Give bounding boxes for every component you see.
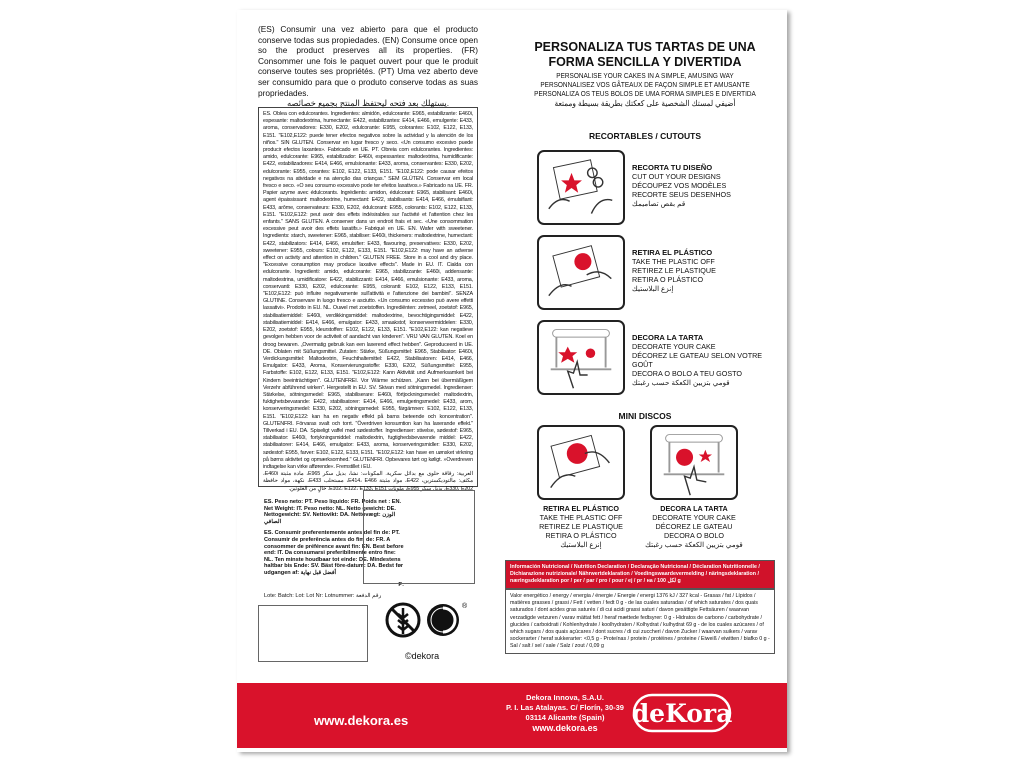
- subtitle-en: PERSONALISE YOUR CAKES IN A SIMPLE, AMUSING WAY: [556, 73, 734, 80]
- subtitle-pt: PERSONALIZA OS TEUS BOLOS DE UMA FORMA SIMPLES E DIVERTIDA: [534, 91, 756, 98]
- ingredients-box: [258, 107, 478, 492]
- subtitles: [530, 72, 760, 108]
- notice-text: (ES) Consumir una vez abierto para que el producto conserve todas sus propiedades. (EN) Consume once open so the product preserves all its properties. (FR) Consommer une fois le paquet ouvert pour que le produit conserve toutes ses propriétés. (PT) Uma vez aberto deve ser consumido para que o produto conserve todas as suas propriedades.: [258, 24, 478, 98]
- step-line: RECORTE SEUS DESENHOS: [632, 190, 731, 199]
- registered-mark: ®: [462, 603, 468, 610]
- dekora-logo: [632, 691, 732, 735]
- step-line: DÉCOREZ LE GATEAU: [655, 522, 733, 531]
- address-line: P. I. Las Atalayas. C/ Florín, 30-39: [506, 703, 624, 712]
- p-label: P:: [398, 581, 404, 588]
- date-print-area: [363, 490, 475, 584]
- copyright: ©dekora: [405, 651, 440, 661]
- step-line: إنزع البلاستيك: [560, 540, 602, 549]
- consumption-notice: [258, 24, 478, 109]
- step-title: RECORTA TU DISEÑO: [632, 163, 713, 172]
- step-cut-text: [632, 163, 782, 208]
- mini-discs-heading: MINI DISCOS: [618, 411, 672, 421]
- footer-band: [237, 683, 787, 748]
- ingredients-text: ES. Oblea con edulcorantes. Ingredientes: almidón, edulcorante: E965, estabilizante: E460i, espesante: maltodextrina, humectante: E422, estabilizantes: E414, E466, emulgente: E433, aroma, conservadores: E330, E202, edulcorante: E955, colorantes: E102, E122, E133, E151. "E102,E122: puede tener efectos negativos sobre la actividad y la atención de los niños." SIN GLUTEN. Conservar en lugar fresco y seco. «Un consumo excesivo puede producir efectos laxantes». Fabricado en UE. PT. Obreia com edulcorantes. Ingredientes: amido, edulcorante: E965, estabilizador: E460i, espessantes: maltodextrina, humidificante: E422, estabilizadores: E414, E466, emulsionante: E433, aroma, conservantes: E330, E202, edulcorante: E955, corantes: E102, E122, E133, E151. "E102,E122: pode causar efeitos negativos na atividade e na atenção das crianças." SEM GLÚTEN. Conservar em local fresco e seco. «O seu consumo excessivo pode ter efeitos laxativos.» Fabricado na UE. FR. Papier azyme avec édulcorants. Ingrédients: amidon, édulcorant: E965, stabilisant: E460i, agent épaississant: maltodextrine, humectant: E422, stabilisants: E414, E466, émulsifiant: E433, arôme, conservateurs: E330, E202, édulcorant: E955, colorants: E102, E122, E133, E151. "E102,E122: peut avoir des effets indésirables sur l'activité et l'attention chez les enfants." SANS GLUTEN. A conserver dans un endroit frais et sec. «Une consommation excessive peut avoir des effets laxatifs.» Fabriqué en UE. EN. Wafer with sweetener. Ingredients: starch, sweetener: E965, stabiliser: E460i, thickeners: maltodextrine, humectant: E422, stabilizators: E414, E466, emulsifier: E433, flavouring, preservatives: E330, E202, sweetener: E955, colours: E102, E122, E133, E151. "E102,E122: may have an adverse effect on activity and attention in children." GLUTEN FREE. Store in a cool and dry place. "Excessive consumption may produce laxative effects". Made in EU. IT. Cialda con edulcorante. Ingredienti: amido, edulcorante: E965, stabilizzante: E460i, addensante: maltodestrina, umidificatore: E422, stabilizzanti: E414, E466, emulsionante: E433, aroma, conservanti: E330, E202, edulcorante: E955, coloranti: E102, E122, E133, E151. "E102,E122: può influire negativamente sull'attività e l'attenzione dei bambini". SENZA GLUTINE. Conservare in luogo fresco e asciutto. «Un consumo eccessivo può avere effetti lassativi». Prodotto in EU. NL. Ouwel met zoetstoffen. Ingrediënten: zetmeel, zoetstof: E965, stabilisatiemiddel: E460i, verdikkingsmiddel: maltodextrine, bevochtigingsmiddel: E422, stabilisatiemiddel: E414, E466, emulgator: E433, smaakstof, konserveermiddelen: E330, E202, zoetstof: E955, kleurstoffen: E102, E122, E133, E151. "E102,E122: kan negatieve gevolgen hebben voor de activiteit of aandacht van kinderen". VRIJ VAN GLUTEN. Koel en droog bewaren. „Overmatig gebruik kan een laxerend effect hebben". Geproduceerd in UE. DE. Oblaten mit Süßungsmittel. Zutaten: Stärke, Süßungsmittel: E965, Stabilisator: E460i, Verdickungsmittel: Maltodextrin, Feuchthaltemittel: E422, Stabilisatoren: E414, E466, Emulgator: E433, Aroma, Konservierungsstoffe: E330, E202, Süßungsmittel: E955, Farbstoffe: E102, E122, E133, E151. "E102,E122: Kann Aktivität und Aufmerksamkeit bei Kindern beeinträchtigen". GLUTENFREI. Vor Wärme schützen. „Kann bei übermäßigem Verzehr abführend wirken". Hergestellt in EU. SV. Skivan med sötningsmedel. Ingredienser: Stärkelse, sötningsmedel: E965, stabiliserare: E460i, förtjockningsmedel: maltodextrin, fuktighetsbevarande: E422, stabilisatorer: E414, E466, emulgeringsmedel: E433, arom, konserveringsmedel: E330, E202, sötningsmedel: E955, färgämnen: E102, E122, E133, E151. "E102,E122: kan ha en negativ effekt på barns beteende och koncentration". GLUTENFRI. Förvaras svalt och torrt. "Överdriven konsumtion kan ha laxerande effekt." Tillverkad i EU. DA. Spiseligt vaffel med sødestoffer. Ingredienser: stivelse, sødestof: E965, stabilisator: E460i, fortykningsmiddel: maltodextrin, fugtighedsbevarende middel: E422, stabilisatorer: E414, E466, emulgator: E433, aroma, konserveringsmidler: E330, E202, sødestof: E955, farver: E102, E122, E133, E151. "E102,E122: kan have en uønsket virkning på børns aktivitet og opmærksomhed." GLUTENFRI. Opbevares tørt og køligt. »Overdreven indtagelse kan virke afførende«. Fremstillet i EU.: [263, 111, 473, 470]
- subtitle-fr: PERSONNALISEZ VOS GÂTEAUX DE FAÇON SIMPLE ET AMUSANTE: [540, 82, 750, 89]
- step-decorate-illustration: [537, 320, 625, 395]
- step-remove-plastic-illustration: [537, 235, 625, 310]
- step-line: قومي بتزيين الكعكة حسب رغبتك: [645, 540, 743, 549]
- company-name: Dekora Innova, S.A.U.: [526, 693, 604, 702]
- package-back: [237, 10, 787, 752]
- step-line: DÉCOREZ LE GATEAU SELON VOTRE GOÛT: [632, 351, 763, 369]
- step-line: TAKE THE PLASTIC OFF: [539, 513, 623, 522]
- step-title: DECORA LA TARTA: [632, 333, 704, 342]
- step-title: DECORA LA TARTA: [660, 504, 728, 513]
- step-remove-plastic-text: [632, 248, 782, 293]
- step-line: RETIRA O PLÁSTICO: [632, 275, 704, 284]
- mini-remove-text: [526, 504, 636, 549]
- best-before-label: ES. Consumir preferentemente antes del fin de: PT. Consumir de preferência antes do fim de: FR. A consommer de préférence avant fin: EN. Best before end: IT. Da consumarsi preferibilmente entro fine: NL. Ten minste houdbaar tot einde: DE. Mindestens haltbar bis Ende: SV. Bäst före-datum: DA. Bedst før udgangen af: أفضل قبل نهاية: [264, 530, 404, 576]
- lot-label: Lote: Batch: Lot: Lot Nr: Lotnummer: رقم الدفعة: [264, 593, 382, 600]
- step-title: RETIRA EL PLÁSTICO: [543, 504, 619, 513]
- net-weight-label: ES. Peso neto: PT. Peso líquido: FR. Poids net : EN. Net Weight: IT. Peso netto: NL. Netto gewicht: DE. Nettogewicht: SV. Nettovikt: DA. Nettovægt: الوزن الصافي: [264, 499, 402, 525]
- mini-decorate-illustration: [650, 425, 738, 500]
- nutrition-header: Información Nutricional / Nutrition Declaration / Declaração Nutricional / Déclaration Nutritionnelle / Dichiarazione nutrizionale/ Nährwertdeklaration / Voedingswaardevermelding / näringsdeklaration / næringsdeklaration por / per / par / pro / pour / ej / pr / на / لكل 100 g: [506, 561, 774, 588]
- svg-text:deKora: deKora: [631, 699, 733, 728]
- green-dot-recycle-icon: [427, 604, 459, 636]
- step-cut-illustration: [537, 150, 625, 225]
- gluten-free-icon: [387, 604, 419, 636]
- step-line: DECORATE YOUR CAKE: [652, 513, 736, 522]
- step-line: قم بقص تصاميمك: [632, 199, 686, 208]
- step-line: إنزع البلاستيك: [632, 284, 674, 293]
- ingredients-arabic: العربية: رقاقة حلوى مع بدائل سكرية. المكونات: نشا، بديل سكر E965، مادة مثبتة E460i، مكثف: مالتوديكسترين، E422، مواد مثبتة E414، E466، مستحلب E433، نكهة، مواد حافظة E330، E202، بديل سكر E955، ملونات E102، E122، E133، E151. خالٍ من الغلوتين.: [263, 471, 474, 492]
- step-line: قومي بتزيين الكعكة حسب رغبتك: [632, 378, 730, 387]
- step-line: RETIREZ LE PLASTIQUE: [632, 266, 716, 275]
- notice-arabic: يستهلك بعد فتحه ليحتفظ المنتج بجميع خصائصه.: [286, 98, 449, 109]
- nutrition-values: Valor energético / energy / energia / énergie / Energie / energi 1376 kJ / 327 kcal - Grasas / fat / Lípidos / matières grasses / grassi / Fett / vetten / fedt 0 g - de las cuales saturadas / of which saturates / dos quais saturados / dont acides gras saturés / di cui acidi grassi saturi / davon gesättigte Fettsäuren / waarvan verzadigde vetzuren / varav mättat fett / heraf mættede fedtsyrer: 0 g - Hidratos de carbono / carbohydrate / glucides / carboidrati / Kohlenhydrate / koolhydraten / Kolhydrat / kulhydrat 69 g - de los cuales azúcares / of which sugars / dos quais açúcares / dont sucres / di cui zuccheri / davon Zucker / waarvan suikers / varav sockerarter / heraf sukkerarter: <0,5 g - Proteínas / protein / protéines / proteine / Eiweiß / eiwitten / biafko 0 g - Sal / salt / sel / sale / Salz / zout / 0,09 g: [506, 588, 774, 653]
- company-address: [505, 693, 625, 733]
- mini-remove-illustration: [537, 425, 625, 500]
- nutrition-table: [505, 560, 775, 654]
- website-link[interactable]: www.dekora.es: [532, 723, 598, 733]
- website-link[interactable]: www.dekora.es: [314, 713, 409, 728]
- step-line: CUT OUT YOUR DESIGNS: [632, 172, 721, 181]
- mini-decorate-text: [639, 504, 749, 549]
- step-line: DÉCOUPEZ VOS MODÈLES: [632, 181, 727, 190]
- main-title: PERSONALIZA TUS TARTAS DE UNA FORMA SENCILLA Y DIVERTIDA: [534, 40, 756, 69]
- barcode-area: [258, 605, 368, 662]
- cutouts-heading: RECORTABLES / CUTOUTS: [588, 131, 702, 141]
- step-line: DECORA O BOLO: [664, 531, 724, 540]
- step-line: DECORATE YOUR CAKE: [632, 342, 716, 351]
- step-line: TAKE THE PLASTIC OFF: [632, 257, 715, 266]
- step-line: DECORA O BOLO A TEU GOSTO: [632, 369, 742, 378]
- step-line: RETIREZ LE PLASTIQUE: [539, 522, 623, 531]
- address-line: 03114 Alicante (Spain): [525, 713, 605, 722]
- step-title: RETIRA EL PLÁSTICO: [632, 248, 713, 257]
- step-line: RETIRA O PLÁSTICO: [545, 531, 617, 540]
- step-decorate-text: [632, 333, 782, 387]
- subtitle-ar: أضيفي لمستك الشخصية على كعكتك بطريقة بسيطة وممتعة: [554, 99, 736, 108]
